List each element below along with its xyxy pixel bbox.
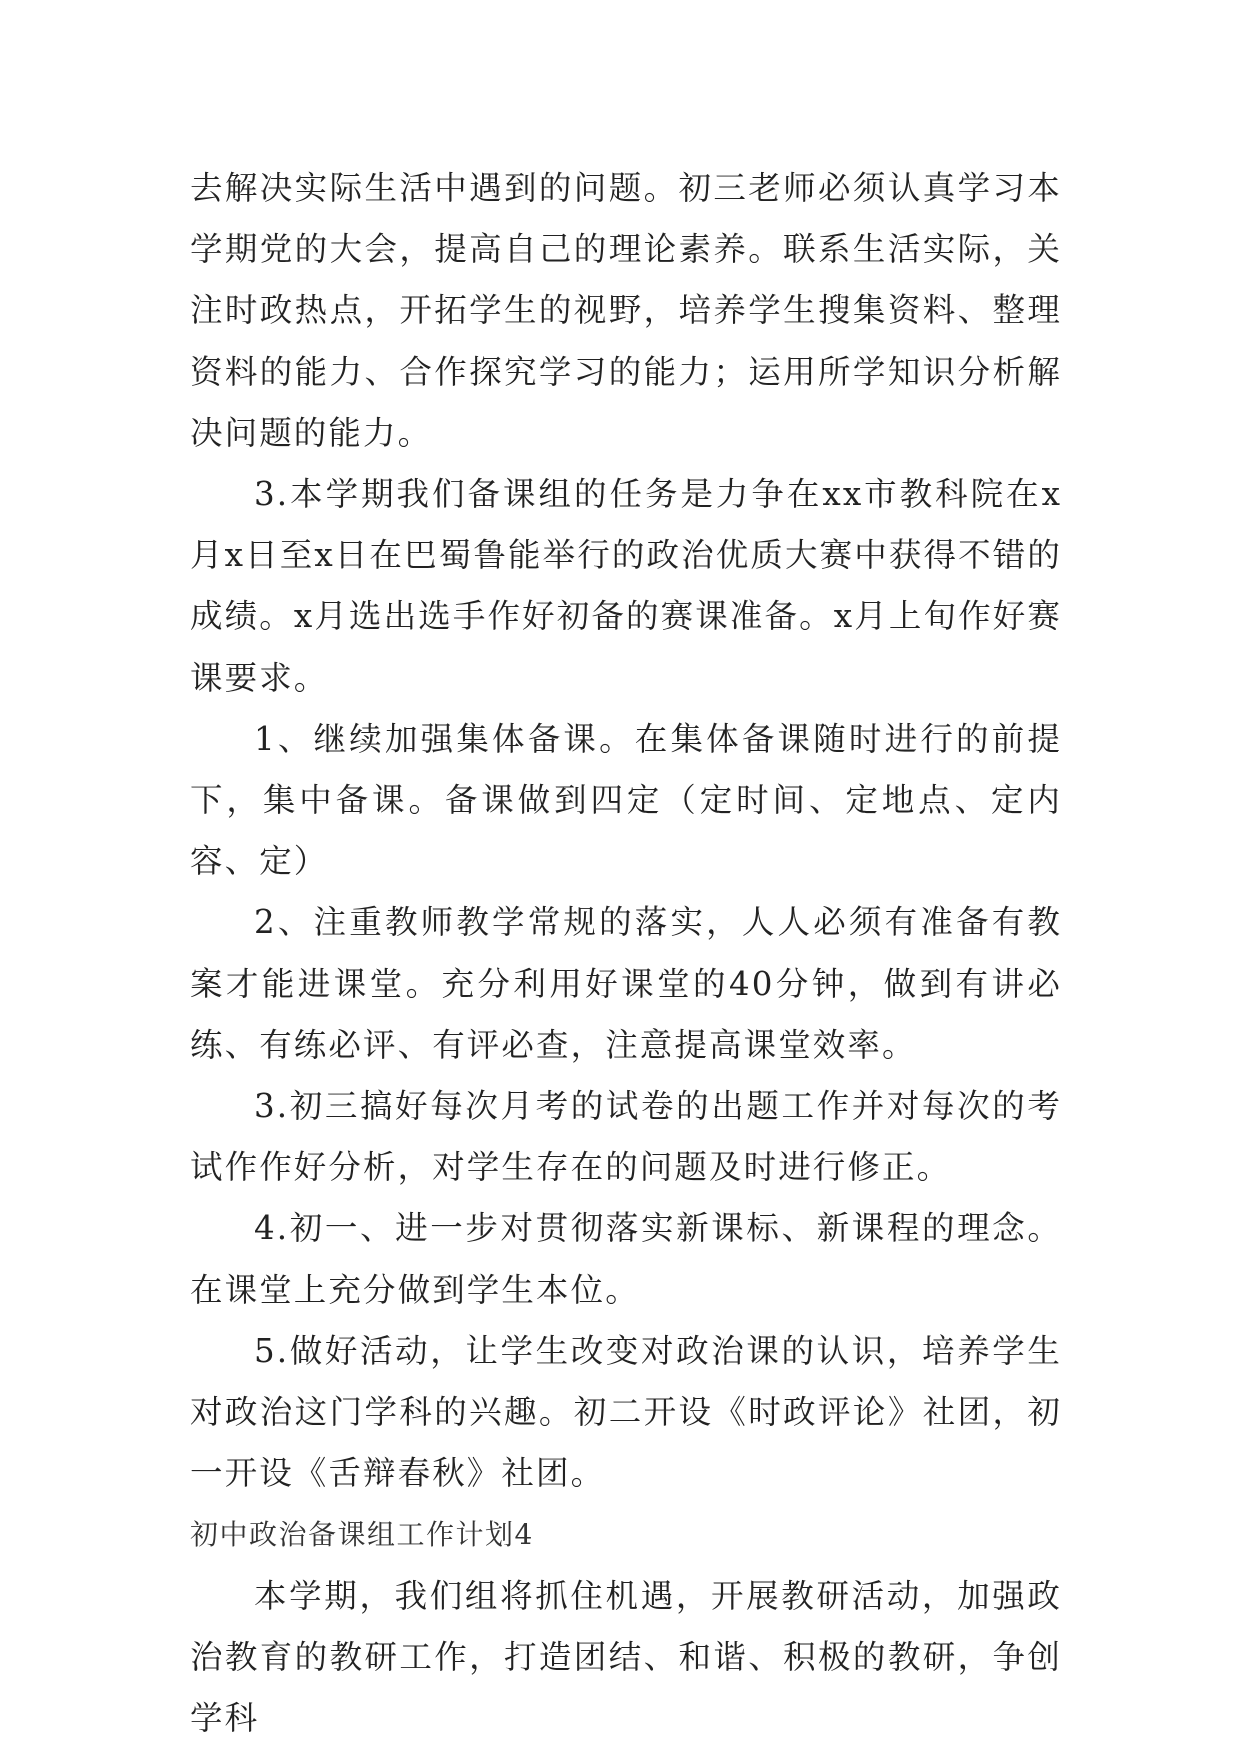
section-heading: 初中政治备课组工作计划4 — [190, 1518, 534, 1552]
paragraph-2: 3.本学期我们备课组的任务是力争在xx市教科院在x月x日至x日在巴蜀鲁能举行的政治优质大赛中获得不错的成绩。x月选出选手作好初备的赛课准备。x月上旬作好赛课要求。 — [190, 475, 1062, 697]
paragraph-6: 4.初一、进一步对贯彻落实新课标、新课程的理念。在课堂上充分做到学生本位。 — [190, 1209, 1062, 1309]
paragraph-4: 2、注重教师教学常规的落实，人人必须有准备有教案才能进课堂。充分利用好课堂的40分钟，做到有讲必练、有练必评、有评必查，注意提高课堂效率。 — [190, 903, 1062, 1064]
paragraph-1: 去解决实际生活中遇到的问题。初三老师必须认真学习本学期党的大会，提高自己的理论素养。联系生活实际，关注时政热点，开拓学生的视野，培养学生搜集资料、整理资料的能力、合作探究学习的能力；运用所学知识分析解决问题的能力。 — [190, 169, 1062, 452]
paragraph-7: 5.做好活动，让学生改变对政治课的认识，培养学生对政治这门学科的兴趣。初二开设《时政评论》社团，初一开设《舌辩春秋》社团。 — [190, 1331, 1062, 1493]
paragraph-final: 本学期，我们组将抓住机遇，开展教研活动，加强政治教育的教研工作，打造团结、和谐、积极的教研，争创学科 — [190, 1576, 1062, 1738]
document-body — [190, 158, 1062, 1749]
paragraph-3: 1、继续加强集体备课。在集体备课随时进行的前提下，集中备课。备课做到四定（定时间、定地点、定内容、定） — [190, 719, 1062, 881]
paragraph-5: 3.初三搞好每次月考的试卷的出题工作并对每次的考试作作好分析，对学生存在的问题及时进行修正。 — [190, 1087, 1062, 1187]
